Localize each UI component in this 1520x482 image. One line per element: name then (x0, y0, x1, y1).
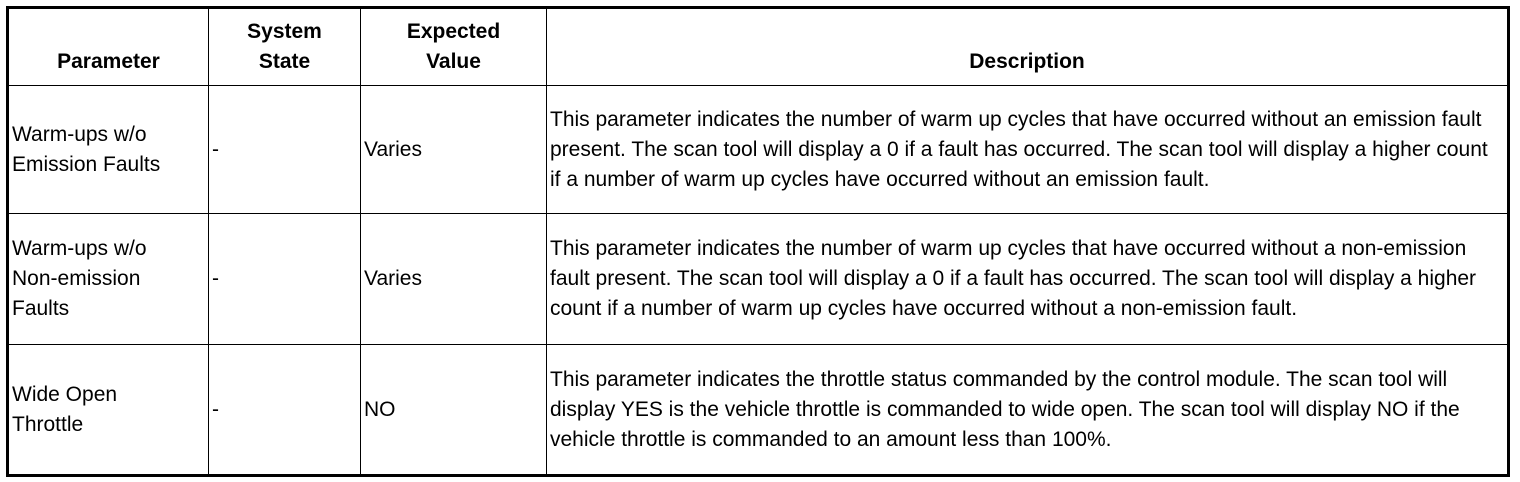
cell-parameter (8, 214, 209, 345)
parameter-line: Faults (12, 297, 70, 320)
parameter-line: Emission Faults (12, 152, 161, 176)
cell-system-state: - (209, 214, 361, 345)
parameter-line: Wide Open (12, 382, 118, 406)
header-system-state-line1: System (247, 20, 322, 43)
parameter-line: Warm-ups w/o (12, 237, 147, 260)
cell-description: This parameter indicates the throttle status commanded by the control module. The scan tool will display YES is the vehicle throttle is commanded to wide open. The scan tool will display NO if the vehicle throttle is commanded to an amount less than 100%. (547, 345, 1509, 476)
header-row (8, 8, 1509, 86)
table-row-wide-open-throttle (8, 345, 1509, 476)
cell-expected-value: NO (361, 345, 547, 476)
header-description-label: Description (969, 50, 1085, 73)
cell-parameter (8, 345, 209, 476)
cell-description: This parameter indicates the number of warm up cycles that have occurred without a non-emission fault present. The scan tool will display a 0 if a fault has occurred. The scan tool will display a higher count if a number of warm up cycles have occurred without a non-emission fault. (547, 214, 1509, 345)
cell-expected-value: Varies (361, 214, 547, 345)
header-parameter-label: Parameter (57, 50, 160, 73)
cell-expected-value: Varies (361, 86, 547, 214)
header-system-state (209, 8, 361, 86)
table-row-warmups-nonemission (8, 214, 1509, 345)
header-expected-value-line2: Value (426, 50, 481, 73)
table-row-warmups-emission (8, 86, 1509, 214)
cell-parameter (8, 86, 209, 214)
parameter-table (6, 6, 1510, 477)
parameter-line: Throttle (12, 412, 84, 436)
header-parameter (8, 8, 209, 86)
cell-description: This parameter indicates the number of warm up cycles that have occurred without an emission fault present. The scan tool will display a 0 if a fault has occurred. The scan tool will display a higher count if a number of warm up cycles have occurred without an emission fault. (547, 86, 1509, 214)
parameter-line: Warm-ups w/o (12, 122, 147, 146)
header-system-state-line2: State (258, 50, 311, 73)
cell-system-state: - (209, 86, 361, 214)
header-expected-value-line1: Expected (406, 20, 501, 43)
header-description (547, 8, 1509, 86)
cell-system-state: - (209, 345, 361, 476)
parameter-line: Non-emission (12, 267, 141, 290)
header-expected-value (361, 8, 547, 86)
